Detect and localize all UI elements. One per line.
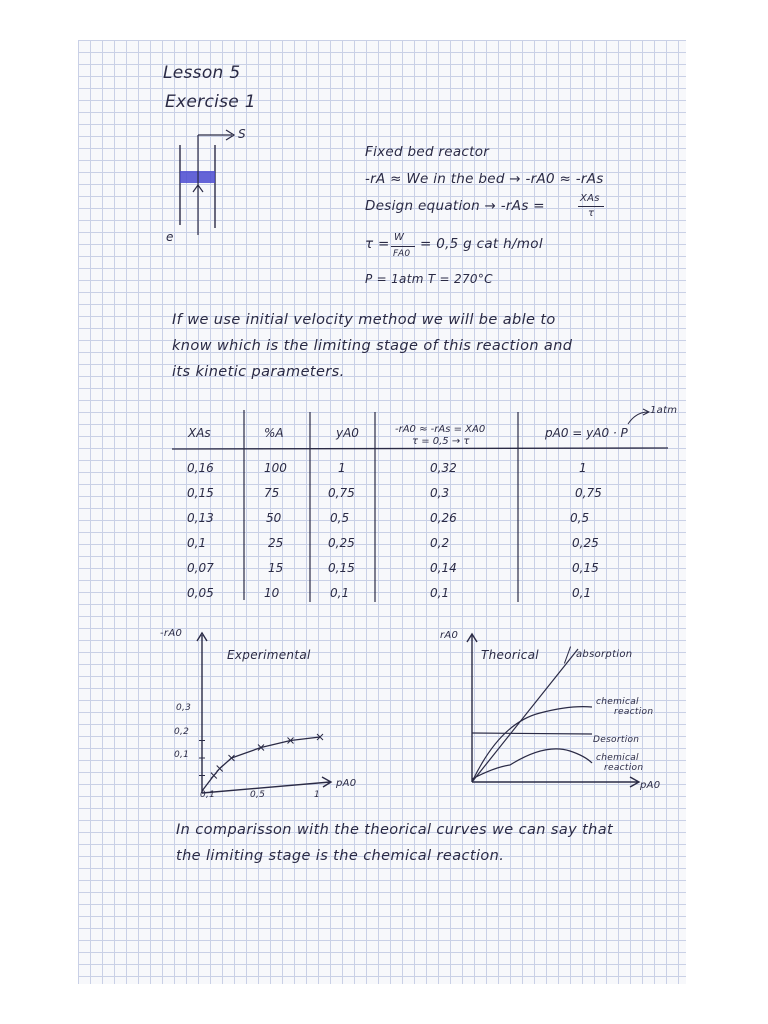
g1-ytick-03: 0,3	[176, 703, 192, 713]
table-cell: 0,26	[430, 511, 457, 525]
table-cell: 25	[268, 536, 284, 550]
exercise-title: Exercise 1	[165, 92, 256, 112]
table-cell: 0,14	[430, 561, 457, 575]
note-rate-approx: -rA ≈ We in the bed → -rA0 ≈ -rAs	[365, 171, 604, 187]
table-cell: 0,5	[330, 511, 350, 525]
g1-data-point	[211, 773, 217, 779]
table-cell: 10	[264, 586, 280, 600]
table-cell: 0,05	[187, 586, 214, 600]
g2-absorption-line	[472, 649, 578, 782]
g2-label-chemical-1b: reaction	[614, 707, 654, 717]
table-cell: 0,2	[430, 536, 450, 550]
table-cell: 0,1	[187, 536, 207, 550]
lesson-title: Lesson 5	[163, 63, 241, 83]
tau-denominator: FA0	[393, 249, 411, 259]
g1-ytick-01: 0,1	[174, 750, 190, 760]
table-cell: 0,07	[187, 561, 214, 575]
table-cell: 0,15	[572, 561, 599, 575]
table-cell: 0,25	[328, 536, 355, 550]
tau-fraction-bar	[391, 246, 415, 247]
g2-title: Theorical	[481, 648, 539, 662]
note-tau-value: = 0,5 g cat h/mol	[420, 236, 543, 252]
table-cell: 0,75	[328, 486, 355, 500]
note-fixed-bed: Fixed bed reactor	[365, 144, 490, 160]
outlet-label: S	[238, 127, 246, 141]
table-cell: 0,15	[187, 486, 214, 500]
g1-ytick-02: 0,2	[174, 727, 190, 737]
table-cell: 0,75	[575, 486, 602, 500]
g2-xlabel: pA0	[640, 780, 661, 791]
paragraph-initial-velocity	[172, 307, 572, 385]
g2-label-desorption: Desortion	[593, 735, 640, 745]
g2-chemical-reaction-curve-2	[472, 749, 592, 779]
table-header-ya0: yA0	[336, 426, 359, 440]
table-cell: 0,13	[187, 511, 214, 525]
paragraph-line: If we use initial velocity method we will be able to	[172, 312, 556, 328]
note-conditions: P = 1atm T = 270°C	[365, 272, 493, 286]
g2-label-chemical-2a: chemical	[596, 753, 639, 763]
design-eq-numerator: XAs	[580, 193, 600, 204]
g1-ylabel: -rA0	[160, 628, 183, 639]
g1-data-point	[217, 766, 223, 772]
g2-label-absorption: absorption	[576, 649, 633, 660]
paragraph-conclusion	[176, 817, 613, 869]
g1-xlabel: pA0	[336, 778, 357, 789]
g1-xtick-05: 0,5	[250, 790, 266, 800]
table-cell: 1	[338, 461, 346, 475]
design-eq-fraction-bar	[578, 206, 604, 207]
table-cell: 0,5	[570, 511, 590, 525]
g2-label-chemical-2b: reaction	[604, 763, 644, 773]
table-cell: 15	[268, 561, 284, 575]
table-header-pa0: pA0 = yA0 · P	[545, 426, 628, 440]
tau-numerator: W	[394, 232, 405, 243]
design-eq-denominator: τ	[588, 208, 595, 219]
g1-title: Experimental	[227, 648, 311, 662]
inlet-label: e	[166, 230, 174, 244]
g2-desorption-line	[472, 733, 592, 734]
table-cell: 50	[266, 511, 282, 525]
g2-label-chemical-1a: chemical	[596, 697, 639, 707]
paragraph-line: In comparisson with the theorical curves we can say that	[176, 822, 614, 838]
table-cell: 0,1	[430, 586, 450, 600]
paragraph-line: know which is the limiting stage of this reaction and	[172, 338, 573, 354]
g1-xtick-1: 1	[314, 790, 321, 800]
table-cell: 0,32	[430, 461, 457, 475]
table-cell: 1	[579, 461, 587, 475]
g2-ylabel: rA0	[440, 630, 459, 641]
table-cell: 0,25	[572, 536, 599, 550]
table-header-rate-top: -rA0 ≈ -rAs = XA0	[395, 424, 486, 435]
table-cell: 0,1	[572, 586, 592, 600]
g1-x-axis	[202, 782, 330, 793]
paragraph-line: its kinetic parameters.	[172, 364, 345, 380]
paragraph-line: the limiting stage is the chemical reaction.	[176, 848, 505, 864]
table-pressure-annotation: 1atm	[650, 405, 678, 416]
note-design-equation: Design equation → -rAs =	[365, 198, 545, 214]
table-cell: 0,1	[330, 586, 350, 600]
note-tau-label: τ =	[365, 236, 390, 252]
g1-xtick-01: 0,1	[200, 790, 216, 800]
table-header-percent-a: %A	[264, 426, 284, 440]
table-cell: 100	[264, 461, 287, 475]
table-cell: 0,15	[328, 561, 355, 575]
g1-series-curve	[202, 737, 320, 791]
g1-data-point	[229, 755, 235, 761]
table-cell: 75	[264, 486, 280, 500]
table-cell: 0,3	[430, 486, 450, 500]
table-cell: 0,16	[187, 461, 214, 475]
table-header-rate-bottom: τ = 0,5 → τ	[412, 436, 470, 447]
table-header-xas: XAs	[188, 426, 211, 440]
